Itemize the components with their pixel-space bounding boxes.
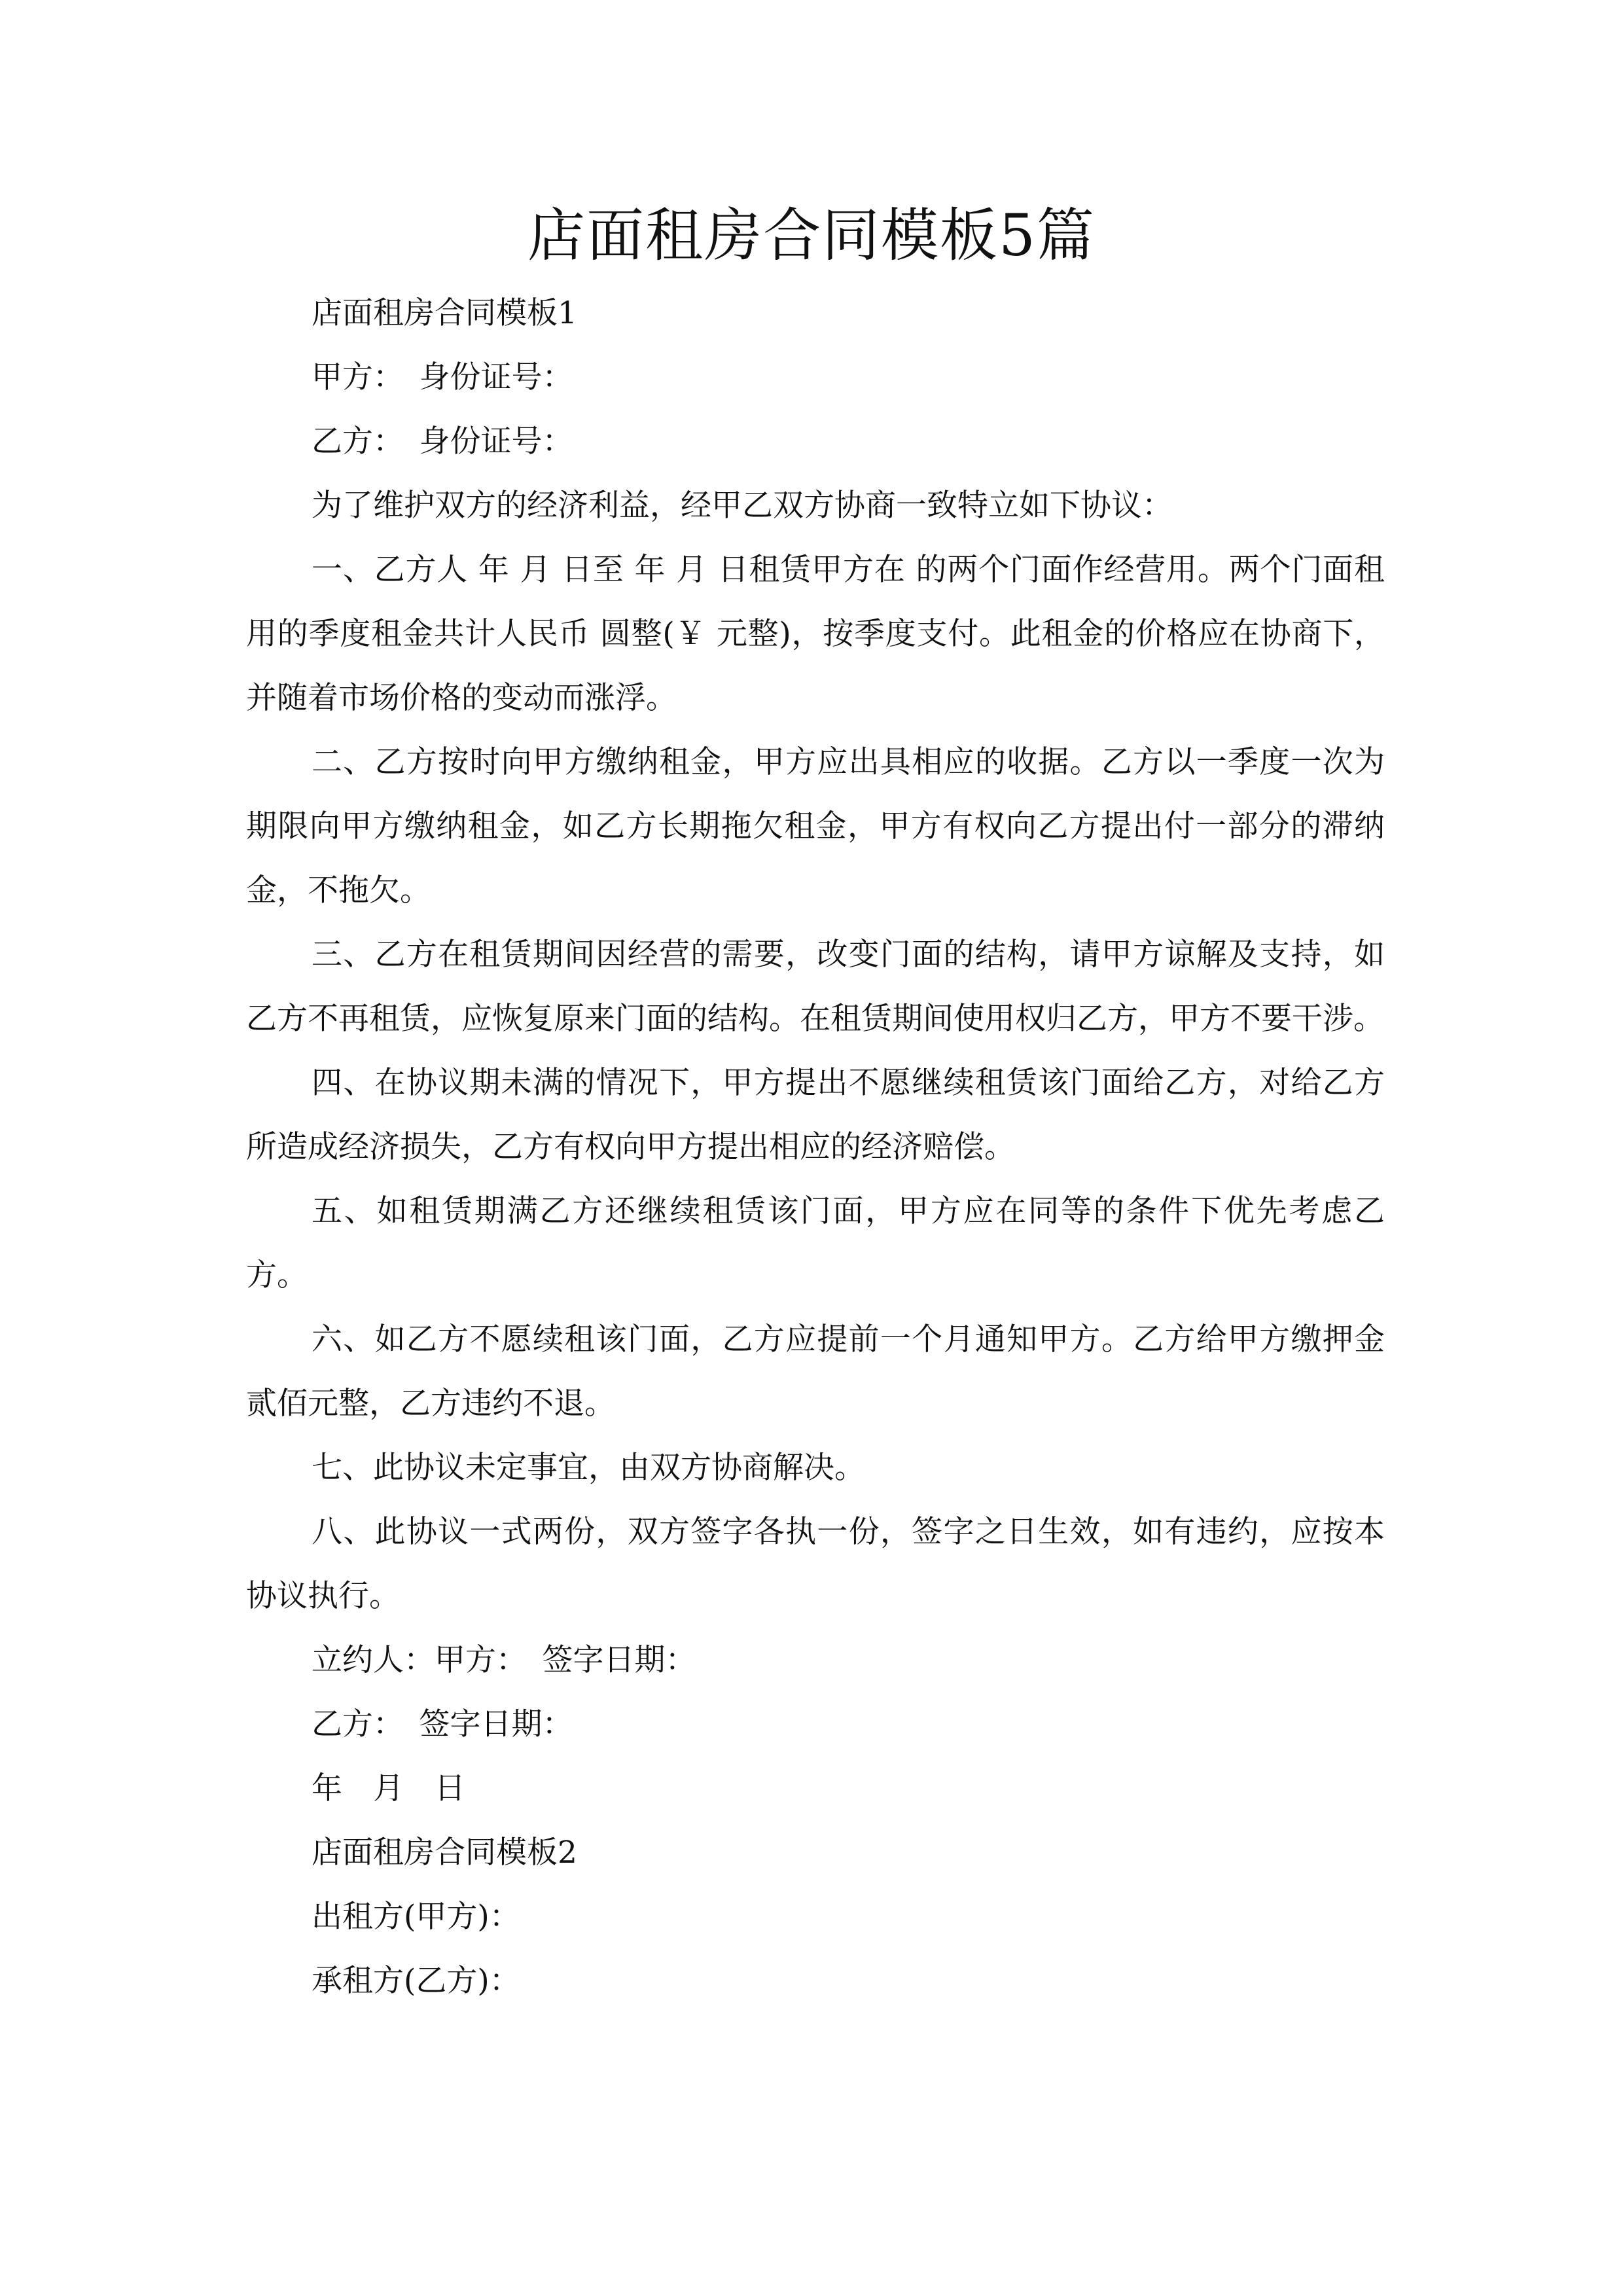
- lessee-line: 承租方(乙方)：: [312, 1963, 520, 1999]
- clause-6: 六、如乙方不愿续租该门面，乙方应提前一个月通知甲方。乙方给甲方缴押金贰佰元整，乙方违约不退。: [246, 1321, 1385, 1422]
- clause-7: 七、此协议未定事宜，由双方协商解决。: [312, 1450, 865, 1486]
- party-b-line: 乙方： 身份证号：: [312, 423, 573, 459]
- clause-3: 三、乙方在租赁期间因经营的需要，改变门面的结构，请甲方谅解及支持，如乙方不再租赁，应恢复原来门面的结构。在租赁期间使用权归乙方，甲方不要干涉。: [246, 937, 1385, 1037]
- party-a-line: 甲方： 身份证号：: [312, 359, 573, 395]
- document-body: [246, 281, 1385, 2013]
- preamble-paragraph: 为了维护双方的经济利益，经甲乙双方协商一致特立如下协议：: [312, 488, 1173, 524]
- lessor-line: 出租方(甲方)：: [312, 1899, 520, 1935]
- clause-5: 五、如租赁期满乙方还继续租赁该门面，甲方应在同等的条件下优先考虑乙方。: [246, 1193, 1385, 1293]
- section-heading: 店面租房合同模板1: [312, 295, 577, 331]
- signature-party-b: 乙方： 签字日期：: [312, 1706, 573, 1742]
- section-heading-2: 店面租房合同模板2: [312, 1835, 577, 1871]
- clause-8: 八、此协议一式两份，双方签字各执一份，签字之日生效，如有违约，应按本协议执行。: [246, 1514, 1385, 1614]
- clause-2: 二、乙方按时向甲方缴纳租金，甲方应出具相应的收据。乙方以一季度一次为期限向甲方缴纳租金，如乙方长期拖欠租金，甲方有权向乙方提出付一部分的滞纳金，不拖欠。: [246, 744, 1385, 908]
- signature-date: 年 月 日: [312, 1770, 465, 1806]
- document-title: 店面租房合同模板5篇: [527, 202, 1096, 269]
- signature-party-a: 立约人：甲方： 签字日期：: [312, 1642, 696, 1678]
- clause-1: 一、乙方人 年 月 日至 年 月 日租赁甲方在 的两个门面作经营用。两个门面租用的季度租金共计人民币 圆整(￥ 元整)，按季度支付。此租金的价格应在协商下，并随着市场价格的变动而涨浮。: [246, 552, 1385, 716]
- clause-4: 四、在协议期未满的情况下，甲方提出不愿继续租赁该门面给乙方，对给乙方所造成经济损失，乙方有权向甲方提出相应的经济赔偿。: [246, 1065, 1385, 1165]
